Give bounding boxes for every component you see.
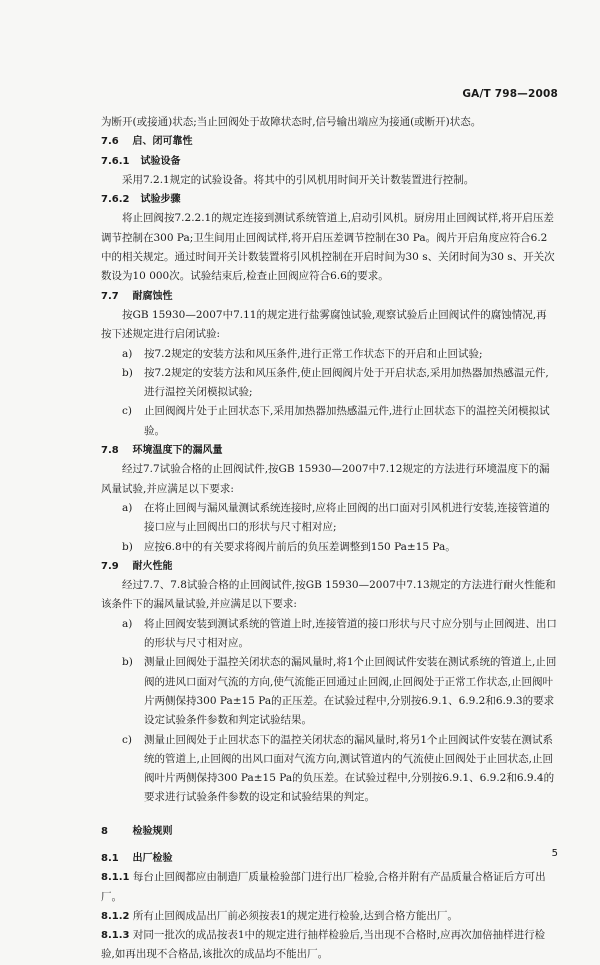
paragraph: 经过7.7、7.8试验合格的止回阀试件,按GB 15930—2007中7.13规定的方法进行耐火性能和该条件下的漏风量试验,并应满足以下要求: xyxy=(101,579,556,611)
clause-8-1-1: 8.1.1 每台止回阀都应由制造厂质量检验部门进行出厂检验,合格并附有产品质量合格证后方可出厂。 xyxy=(101,871,546,903)
list-item: c) 止回阀阀片处于止回状态下,采用加热器加热感温元件,进行止回状态下的温控关闭模拟试验。 xyxy=(122,405,550,437)
section-heading-7-9: 7.9 耐火性能 xyxy=(101,560,173,572)
standard-code: GA/T 798—2008 xyxy=(462,88,558,100)
list-item: a) 在将止回阀与漏风量测试系统连接时,应将止回阀的出口面对引风机进行安装,连接管道的接口应与止回阀出口的形状与尺寸相对应; xyxy=(122,501,550,534)
paragraph: 为断开(或接通)状态;当止回阀处于故障状态时,信号输出端应为接通(或断开)状态。 xyxy=(101,116,482,128)
section-heading-7-7: 7.7 耐腐蚀性 xyxy=(101,290,173,302)
document-body xyxy=(101,113,557,965)
list-item: c) 测量止回阀处于止回状态下的温控关闭状态的漏风量时,将另1个止回阀试件安装在测试系统的管道上,止回阀的出风口面对气流方向,测试管道内的气流使止回阀处于止回状态,止回阀叶片两侧保持300 Pa±15 Pa的负压差。在试验过程中,分别按6.9.1、6.9.2和6.9.4的要求进行试验条件参数的设定和试验结果的判定。 xyxy=(122,733,555,804)
list-item: b) 应按6.8中的有关要求将阀片前后的负压差调整到150 Pa±15 Pa。 xyxy=(122,540,456,553)
list-item: a) 按7.2规定的安装方法和风压条件,进行正常工作状态下的开启和止回试验; xyxy=(122,347,483,360)
chapter-heading-8: 8 检验规则 xyxy=(101,825,173,837)
list-item: b) 按7.2规定的安装方法和风压条件,使止回阀阀片处于开启状态,采用加热器加热感温元件,进行温控关闭模拟试验; xyxy=(122,366,549,399)
section-heading-7-6: 7.6 启、闭可靠性 xyxy=(101,136,193,148)
clause-8-1-3: 8.1.3 对同一批次的成品按表1中的规定进行抽样检验后,当出现不合格时,应再次加倍抽样进行检验,如再出现不合格品,该批次的成品均不能出厂。 xyxy=(101,929,546,961)
clause-8-1-2: 8.1.2 所有止回阀成品出厂前必须按表1的规定进行检验,达到合格方能出厂。 xyxy=(101,909,458,922)
paragraph: 按GB 15930—2007中7.11的规定进行盐雾腐蚀试验,观察试验后止回阀试件的腐蚀情况,再按下述规定进行启闭试验: xyxy=(101,308,547,341)
section-heading-8-1: 8.1 出厂检验 xyxy=(101,852,173,864)
section-heading-7-6-1: 7.6.1 试验设备 xyxy=(101,155,181,167)
list-item: a) 将止回阀安装到测试系统的管道上时,连接管道的接口形状与尺寸应分别与止回阀进、出口的形状与尺寸相对应。 xyxy=(122,617,557,650)
paragraph: 将止回阀按7.2.2.1的规定连接到测试系统管道上,启动引风机。厨房用止回阀试样,将开启压差调节控制在300 Pa;卫生间用止回阀试样,将开启压差调节控制在30 Pa。阀片开启角度应符合6.2中的相关规定。通过时间开关计数装置将引风机控制在开启时间为30 s、关闭时间为30 s、开关次数设为10 000次。试验结束后,检查止回阀应符合6.6的要求。 xyxy=(101,212,555,283)
paragraph: 经过7.7试验合格的止回阀试件,按GB 15930—2007中7.12规定的方法进行环境温度下的漏风量试验,并应满足以下要求: xyxy=(101,463,550,495)
list-item: b) 测量止回阀处于温控关闭状态的漏风量时,将1个止回阀试件安装在测试系统的管道上,止回阀的进风口面对气流的方向,使气流能正回通过止回阀,止回阀处于正常工作状态,止回阀叶片两侧保持300 Pa±15 Pa的正压差。在试验过程中,分别按6.9.1、6.9.2和6.9.3的要求设定试验条件参数和判定试验结果。 xyxy=(122,656,557,727)
section-heading-7-8: 7.8 环境温度下的漏风量 xyxy=(101,445,223,457)
page-number: 5 xyxy=(551,848,558,859)
section-heading-7-6-2: 7.6.2 试验步骤 xyxy=(101,194,181,206)
paragraph: 采用7.2.1规定的试验设备。将其中的引风机用时间开关计数装置进行控制。 xyxy=(122,173,475,186)
